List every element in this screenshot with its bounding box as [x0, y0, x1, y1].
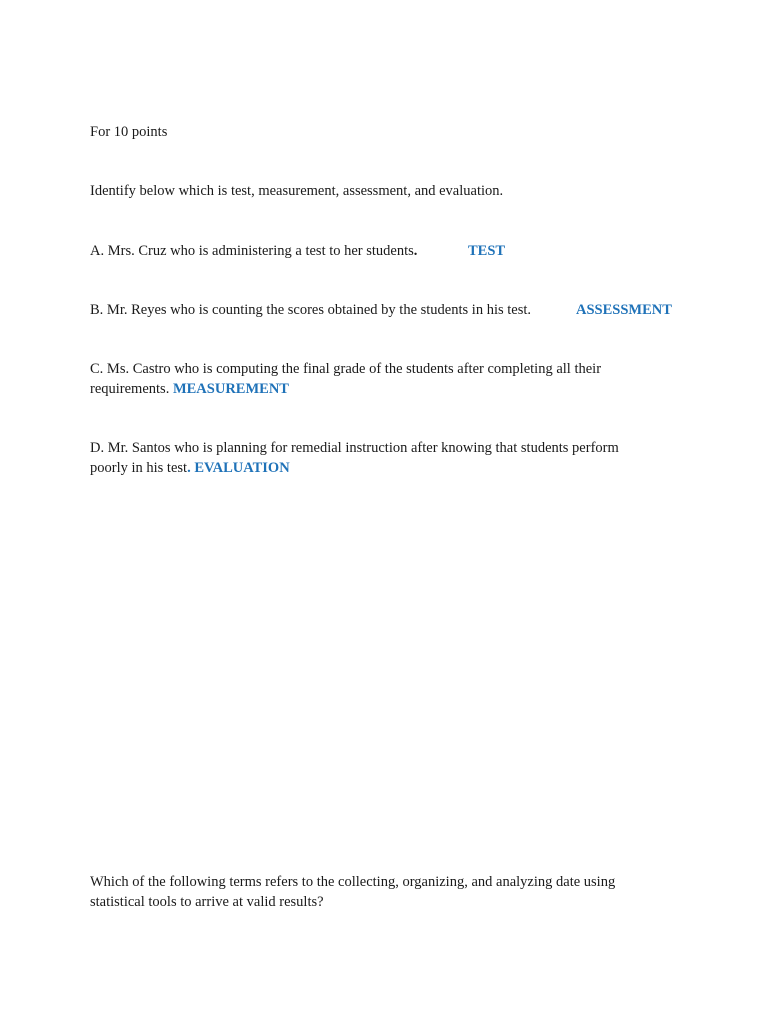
points-header: For 10 points: [90, 124, 168, 140]
item-a-text: [90, 241, 417, 261]
item-d-line2: [90, 458, 290, 478]
item-c-line1: C. Ms. Castro who is computing the final grade of the students after completing all their: [90, 361, 602, 377]
item-c-statement-end: requirements.: [90, 381, 170, 397]
item-b-answer: ASSESSMENT: [576, 302, 672, 318]
item-b-text: B. Mr. Reyes who is counting the scores obtained by the students in his test.: [90, 302, 531, 318]
item-d-statement-end: poorly in his test: [90, 460, 188, 476]
item-c-answer: MEASUREMENT: [172, 381, 289, 397]
item-d-line1: D. Mr. Santos who is planning for remedial instruction after knowing that students perform: [90, 440, 619, 456]
item-d-answer: . EVALUATION: [187, 460, 290, 476]
question-line1: Which of the following terms refers to the collecting, organizing, and analyzing date using: [90, 874, 616, 890]
item-a-statement: A. Mrs. Cruz who is administering a test to her students: [90, 243, 414, 259]
item-a-answer: TEST: [468, 243, 506, 259]
item-a-punct: .: [413, 243, 418, 259]
question-line2: statistical tools to arrive at valid results?: [90, 894, 324, 910]
instructions-text: Identify below which is test, measurement, assessment, and evaluation.: [90, 183, 504, 199]
item-c-line2: [90, 379, 289, 399]
